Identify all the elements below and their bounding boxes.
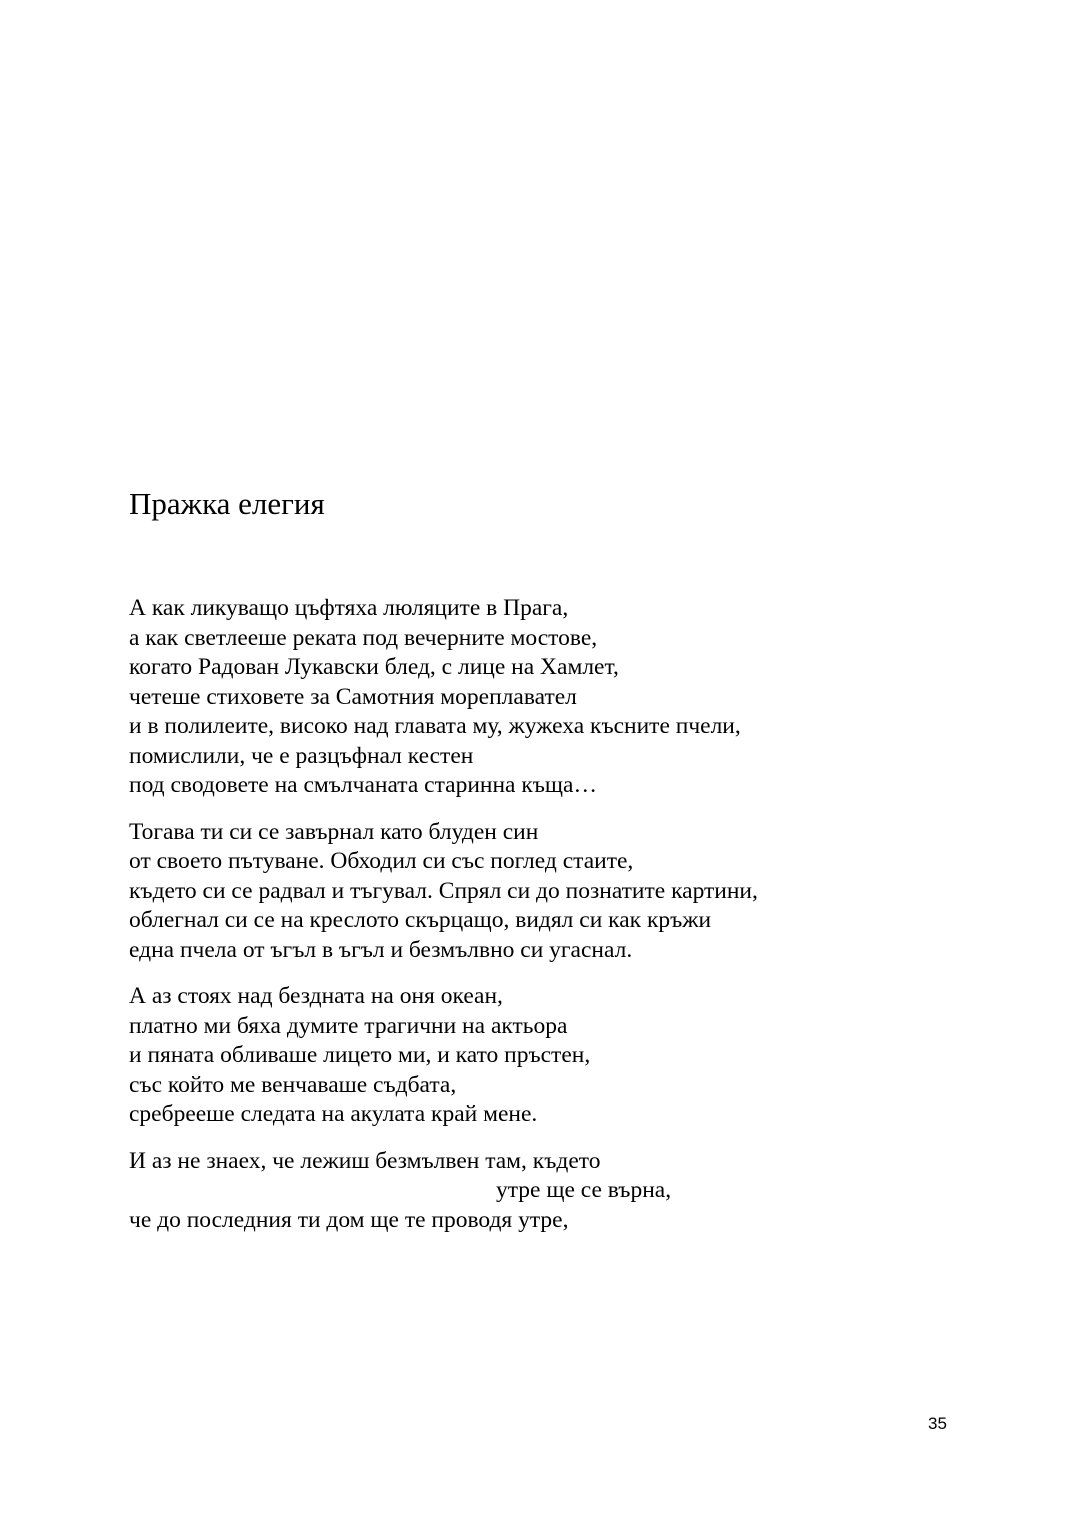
poem-line: под сводовете на смълчаната старинна къща… — [129, 772, 597, 798]
poem-line: със който ме венчаваше съдбата, — [129, 1071, 457, 1098]
poem-line: а как светлееше реката под вечерните мостове, — [129, 624, 598, 651]
poem-line: една пчела от ъгъл в ъгъл и безмълвно си угаснал. — [129, 936, 633, 963]
stanza-1 — [129, 594, 1009, 801]
stanza-4 — [129, 1147, 1009, 1236]
page-number: 35 — [928, 1414, 947, 1433]
poem-line: сребрееше следата на акулата край мене. — [129, 1101, 538, 1127]
poem-line: платно ми бяха думите трагични на актьора — [129, 1012, 568, 1039]
poem-line: Тогава ти си се завърнал като блуден син — [129, 818, 539, 845]
poem-title: Пражка елегия — [129, 486, 325, 521]
poem-line: четеше стиховете за Самотния мореплавател — [129, 683, 577, 710]
stanza-3 — [129, 982, 1009, 1130]
poem-line: където си се радвал и тъгувал. Спрял си до познатите картини, — [129, 877, 758, 904]
poem-line: и пяната обливаше лицето ми, и като пръстен, — [129, 1042, 591, 1068]
poem-line: А как ликуващо цъфтяха люляците в Прага, — [129, 595, 569, 621]
poem-line: А аз стоях над бездната на оня океан, — [129, 983, 503, 1009]
poem-line-indented: утре ще се върна, — [496, 1177, 672, 1203]
poem-line: и в полилеите, високо над главата му, жужеха късните пчели, — [129, 713, 741, 739]
stanza-2 — [129, 818, 1009, 966]
poem-line: помислили, че е разцъфнал кестен — [129, 742, 474, 769]
poem-line: че до последния ти дом ще те проводя утре, — [129, 1206, 569, 1233]
poem-line: облегнал си се на креслото скърцащо, видял си как кръжи — [129, 907, 712, 933]
poem-body — [129, 594, 1009, 1252]
poem-line: от своето пътуване. Обходил си със поглед стаите, — [129, 848, 634, 874]
poem-line: И аз не знаех, че лежиш безмълвен там, където — [129, 1147, 601, 1174]
poem-line: когато Радован Лукавски блед, с лице на Хамлет, — [129, 654, 619, 680]
